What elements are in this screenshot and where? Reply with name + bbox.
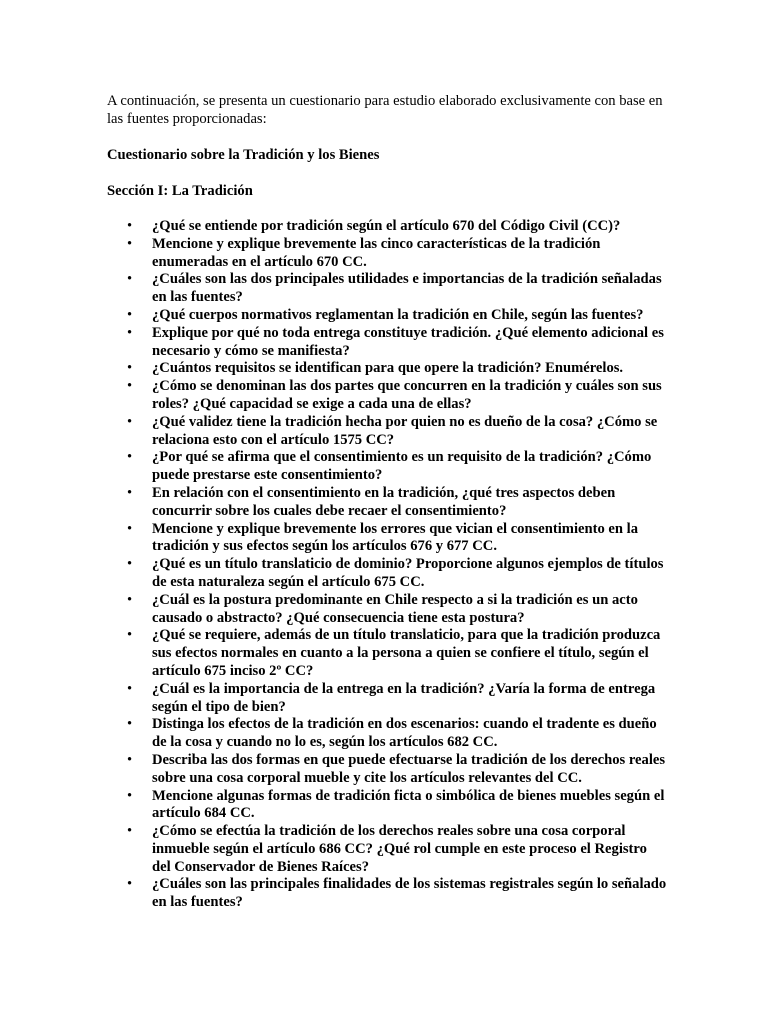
question-text: ¿Qué se entiende por tradición según el artículo 670 del Código Civil (CC)? [152, 218, 621, 234]
bullet-icon: • [127, 413, 133, 430]
bullet-icon: • [127, 751, 133, 768]
question-text: ¿Por qué se afirma que el consentimiento es un requisito de la tradición? ¿Cómo puede prestarse este consentimiento? [152, 449, 652, 484]
bullet-icon: • [127, 520, 133, 537]
question-text: Distinga los efectos de la tradición en dos escenarios: cuando el tradente es dueño de la cosa y cuando no lo es, según los artículos 682 CC. [152, 716, 657, 751]
bullet-icon: • [127, 627, 133, 644]
question-item [107, 378, 667, 414]
bullet-icon: • [127, 271, 133, 288]
question-text: Describa las dos formas en que puede efectuarse la tradición de los derechos reales sobre una cosa corporal mueble y cite los artículos relevantes del CC. [152, 751, 666, 786]
question-text: Mencione y explique brevemente los errores que vician el consentimiento en la tradición y sus efectos según los artículos 676 y 677 CC. [152, 520, 638, 555]
question-item [107, 414, 667, 450]
question-text: ¿Qué validez tiene la tradición hecha por quien no es dueño de la cosa? ¿Cómo se relaciona esto con el artículo 1575 CC? [152, 413, 658, 448]
question-item [107, 236, 667, 272]
question-text: ¿Qué es un título translaticio de dominio? Proporcione algunos ejemplos de títulos de esta naturaleza según el artículo 675 CC. [152, 556, 664, 590]
bullet-icon: • [127, 378, 133, 395]
question-item [107, 271, 667, 307]
question-item [107, 307, 667, 325]
bullet-icon: • [127, 876, 133, 893]
bullet-icon: • [127, 591, 133, 608]
bullet-icon: • [127, 484, 133, 501]
question-item [107, 556, 667, 592]
question-text: Mencione algunas formas de tradición ficta o simbólica de bienes muebles según el artículo 684 CC. [152, 787, 665, 822]
bullet-icon: • [127, 716, 133, 733]
bullet-icon: • [127, 360, 133, 377]
question-text: ¿Qué se requiere, además de un título translaticio, para que la tradición produzca sus efectos normales en cuanto a la persona a quien se confiere el título, según el artículo 675 inciso 2º CC? [152, 627, 661, 679]
question-item [107, 788, 667, 824]
question-item [107, 752, 667, 788]
question-item [107, 325, 667, 361]
question-text: ¿Cómo se denominan las dos partes que concurren en la tradición y cuáles son sus roles? ¿Qué capacidad se exige a cada una de ellas? [152, 378, 662, 412]
question-item [107, 716, 667, 752]
question-text: ¿Cuáles son las principales finalidades de los sistemas registrales según lo señalado en las fuentes? [152, 876, 667, 911]
bullet-icon: • [127, 556, 133, 573]
bullet-icon: • [127, 823, 133, 840]
question-item [107, 449, 667, 485]
question-item [107, 485, 667, 521]
bullet-icon: • [127, 680, 133, 697]
intro-paragraph: A continuación, se presenta un cuestionario para estudio elaborado exclusivamente con base en las fuentes proporcionadas: [107, 93, 663, 127]
question-item [107, 823, 667, 876]
question-list [107, 218, 667, 912]
question-item [107, 876, 667, 912]
document-page [107, 92, 667, 912]
bullet-icon: • [127, 787, 133, 804]
question-text: ¿Cuál es la importancia de la entrega en la tradición? ¿Varía la forma de entrega según el tipo de bien? [152, 680, 656, 715]
question-item [107, 681, 667, 717]
bullet-icon: • [127, 218, 133, 234]
question-item [107, 218, 667, 236]
bullet-icon: • [127, 235, 133, 252]
question-text: ¿Qué cuerpos normativos reglamentan la tradición en Chile, según las fuentes? [152, 306, 644, 323]
question-item [107, 592, 667, 628]
section-title: Sección I: La Tradición [107, 183, 253, 199]
question-text: Explique por qué no toda entrega constituye tradición. ¿Qué elemento adicional es necesario y cómo se manifiesta? [152, 324, 664, 359]
question-text: ¿Cuál es la postura predominante en Chile respecto a si la tradición es un acto causado o abstracto? ¿Qué consecuencia tiene esta postura? [152, 591, 638, 626]
bullet-icon: • [127, 324, 133, 341]
question-text: ¿Cuáles son las dos principales utilidades e importancias de la tradición señaladas en las fuentes? [152, 271, 662, 306]
document-title: Cuestionario sobre la Tradición y los Bienes [107, 147, 380, 163]
question-item [107, 627, 667, 680]
question-text: Mencione y explique brevemente las cinco características de la tradición enumeradas en el artículo 670 CC. [152, 235, 601, 270]
bullet-icon: • [127, 449, 133, 466]
bullet-icon: • [127, 306, 133, 323]
question-text: En relación con el consentimiento en la tradición, ¿qué tres aspectos deben concurrir sobre los cuales debe recaer el consentimiento? [152, 484, 616, 519]
question-item [107, 521, 667, 557]
question-text: ¿Cuántos requisitos se identifican para que opere la tradición? Enumérelos. [152, 360, 624, 377]
question-text: ¿Cómo se efectúa la tradición de los derechos reales sobre una cosa corporal inmueble según el artículo 686 CC? ¿Qué rol cumple en este proceso el Registro del Conservador de Bienes Raíces? [152, 823, 647, 875]
question-item [107, 360, 667, 378]
